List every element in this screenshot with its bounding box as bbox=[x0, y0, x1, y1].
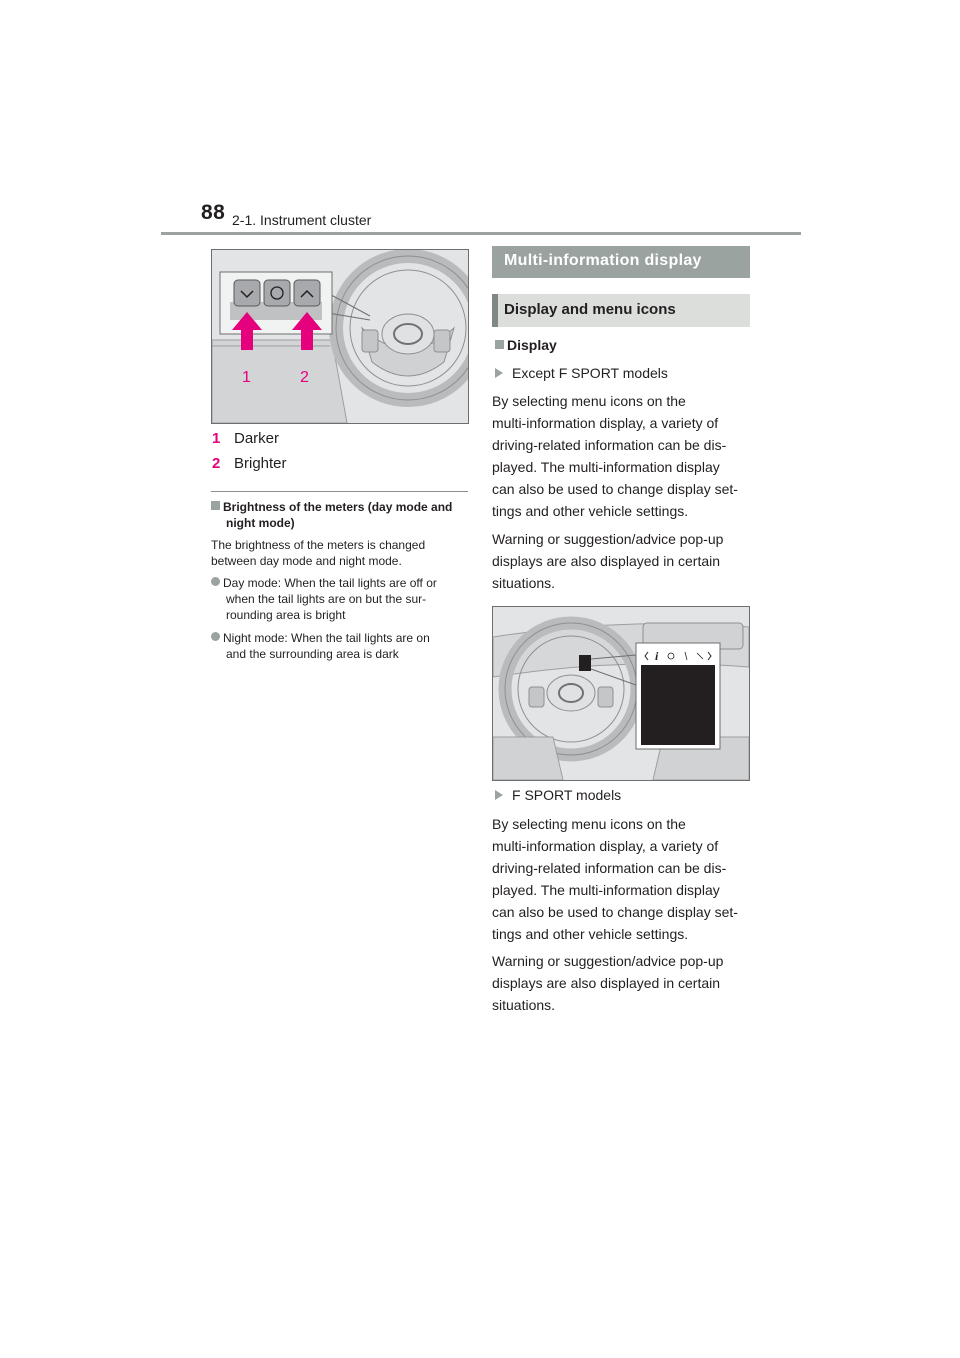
brightness-body: The brightness of the meters is changed between day mode and night mode. bbox=[211, 538, 426, 568]
triangle-bullet-icon bbox=[495, 368, 503, 378]
steering-switch-drawing bbox=[212, 250, 468, 423]
svg-text:i: i bbox=[655, 649, 659, 663]
paragraph-except-fsport: By selecting menu icons on the multi-information display, a variety of driving-related information can be dis- played. The multi-information display can also be used to change display set- tings and other vehicle settings. bbox=[492, 393, 738, 519]
page-number: 88 bbox=[201, 201, 226, 224]
list-number-2: 2 bbox=[212, 455, 221, 472]
square-bullet-icon bbox=[495, 340, 504, 349]
night-mode-item: Night mode: When the tail lights are on and the surrounding area is dark bbox=[211, 630, 473, 662]
list-number-1: 1 bbox=[212, 430, 221, 447]
subsection-heading: Display and menu icons bbox=[504, 301, 676, 318]
circle-bullet-icon bbox=[211, 632, 220, 641]
circle-bullet-icon bbox=[211, 577, 220, 586]
display-heading: Display bbox=[495, 337, 557, 353]
day-mode-item: Day mode: When the tail lights are off or when the tail lights are on but the sur- rounding area is bright bbox=[211, 575, 473, 623]
brightness-heading: Brightness of the meters (day mode and night mode) bbox=[211, 499, 473, 531]
callout-2: 2 bbox=[300, 369, 309, 386]
list-item-darker: Darker bbox=[234, 430, 280, 447]
section-heading: Multi-information display bbox=[504, 252, 702, 269]
divider bbox=[211, 491, 468, 492]
square-bullet-icon bbox=[211, 501, 220, 510]
dashboard-drawing bbox=[493, 607, 749, 780]
section-heading-band bbox=[492, 246, 750, 278]
fsport-heading: F SPORT models bbox=[495, 787, 621, 803]
section-title: 2-1. Instrument cluster bbox=[232, 212, 372, 228]
except-fsport-heading: Except F SPORT models bbox=[495, 365, 668, 381]
paragraph-popup-except-fsport: Warning or suggestion/advice pop-up displays are also displayed in certain situations. bbox=[492, 531, 724, 591]
triangle-bullet-icon bbox=[495, 790, 503, 800]
multi-information-display-illustration bbox=[492, 606, 750, 781]
subsection-heading-band bbox=[492, 294, 750, 327]
list-item-brighter: Brighter bbox=[234, 455, 287, 472]
brightness-switch-illustration bbox=[211, 249, 469, 424]
callout-1: 1 bbox=[242, 369, 251, 386]
subsection-accent-bar bbox=[492, 294, 498, 327]
paragraph-fsport: By selecting menu icons on the multi-information display, a variety of driving-related information can be dis- played. The multi-information display can also be used to change display set- tings and other vehicle settings. bbox=[492, 816, 738, 942]
header-rule bbox=[161, 232, 801, 235]
paragraph-popup-fsport: Warning or suggestion/advice pop-up displays are also displayed in certain situations. bbox=[492, 953, 724, 1013]
